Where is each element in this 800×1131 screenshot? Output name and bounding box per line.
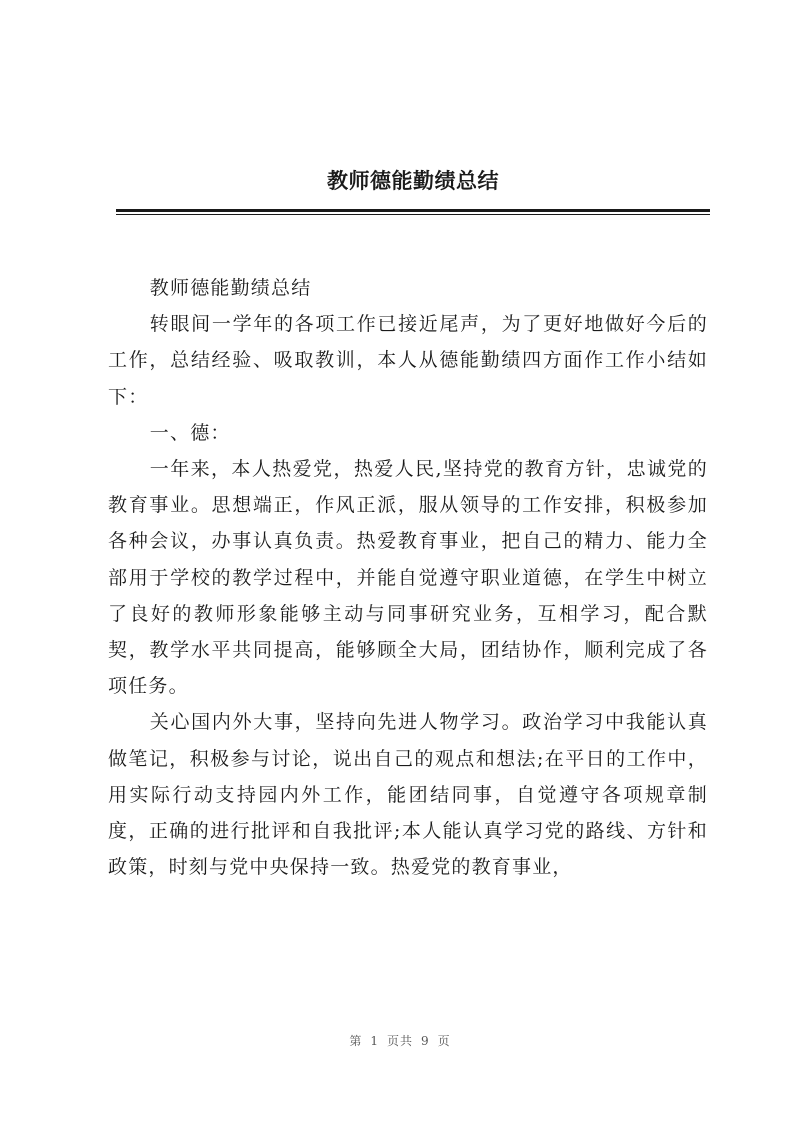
footer-total-pages: 9 — [421, 1034, 430, 1048]
page-footer — [0, 1032, 800, 1049]
paragraph-de-body-2: 关心国内外大事，坚持向先进人物学习。政治学习中我能认真做笔记，积极参与讨论，说出自己的观点和想法;在平日的工作中，用实际行动支持园内外工作，能团结同事，自觉遵守各项规章制度，正确的进行批评和自我批评;本人能认真学习党的路线、方针和政策，时刻与党中央保持一致。热爱党的教育事业， — [108, 711, 708, 879]
title-divider-thick — [116, 209, 710, 212]
paragraph-heading: 教师德能勤绩总结 — [149, 277, 312, 299]
paragraph-de-body-1: 一年来，本人热爱党，热爱人民,坚持党的教育方针，忠诚党的教育事业。思想端正，作风正派，服从领导的工作安排，积极参加各种会议，办事认真负责。热爱教育事业，把自己的精力、能力全部用于学校的教学过程中，并能自觉遵守职业道德，在学生中树立了良好的教师形象能够主动与同事研究业务，互相学习，配合默契，教学水平共同提高，能够顾全大局，团结协作，顺利完成了各项任务。 — [108, 458, 708, 698]
paragraph-intro: 转眼间一学年的各项工作已接近尾声，为了更好地做好今后的工作，总结经验、吸取教训，本人从德能勤绩四方面作工作小结如下： — [108, 313, 708, 408]
document-title: 教师德能勤绩总结 — [327, 169, 499, 193]
footer-middle: 页共 — [386, 1034, 413, 1048]
footer-prefix: 第 — [349, 1034, 363, 1048]
section-heading-de: 一、德： — [149, 421, 231, 444]
title-divider-thin — [116, 214, 710, 215]
document-body — [108, 270, 708, 885]
page-header — [116, 160, 710, 216]
footer-current-page: 1 — [370, 1034, 379, 1048]
footer-suffix: 页 — [437, 1034, 451, 1048]
